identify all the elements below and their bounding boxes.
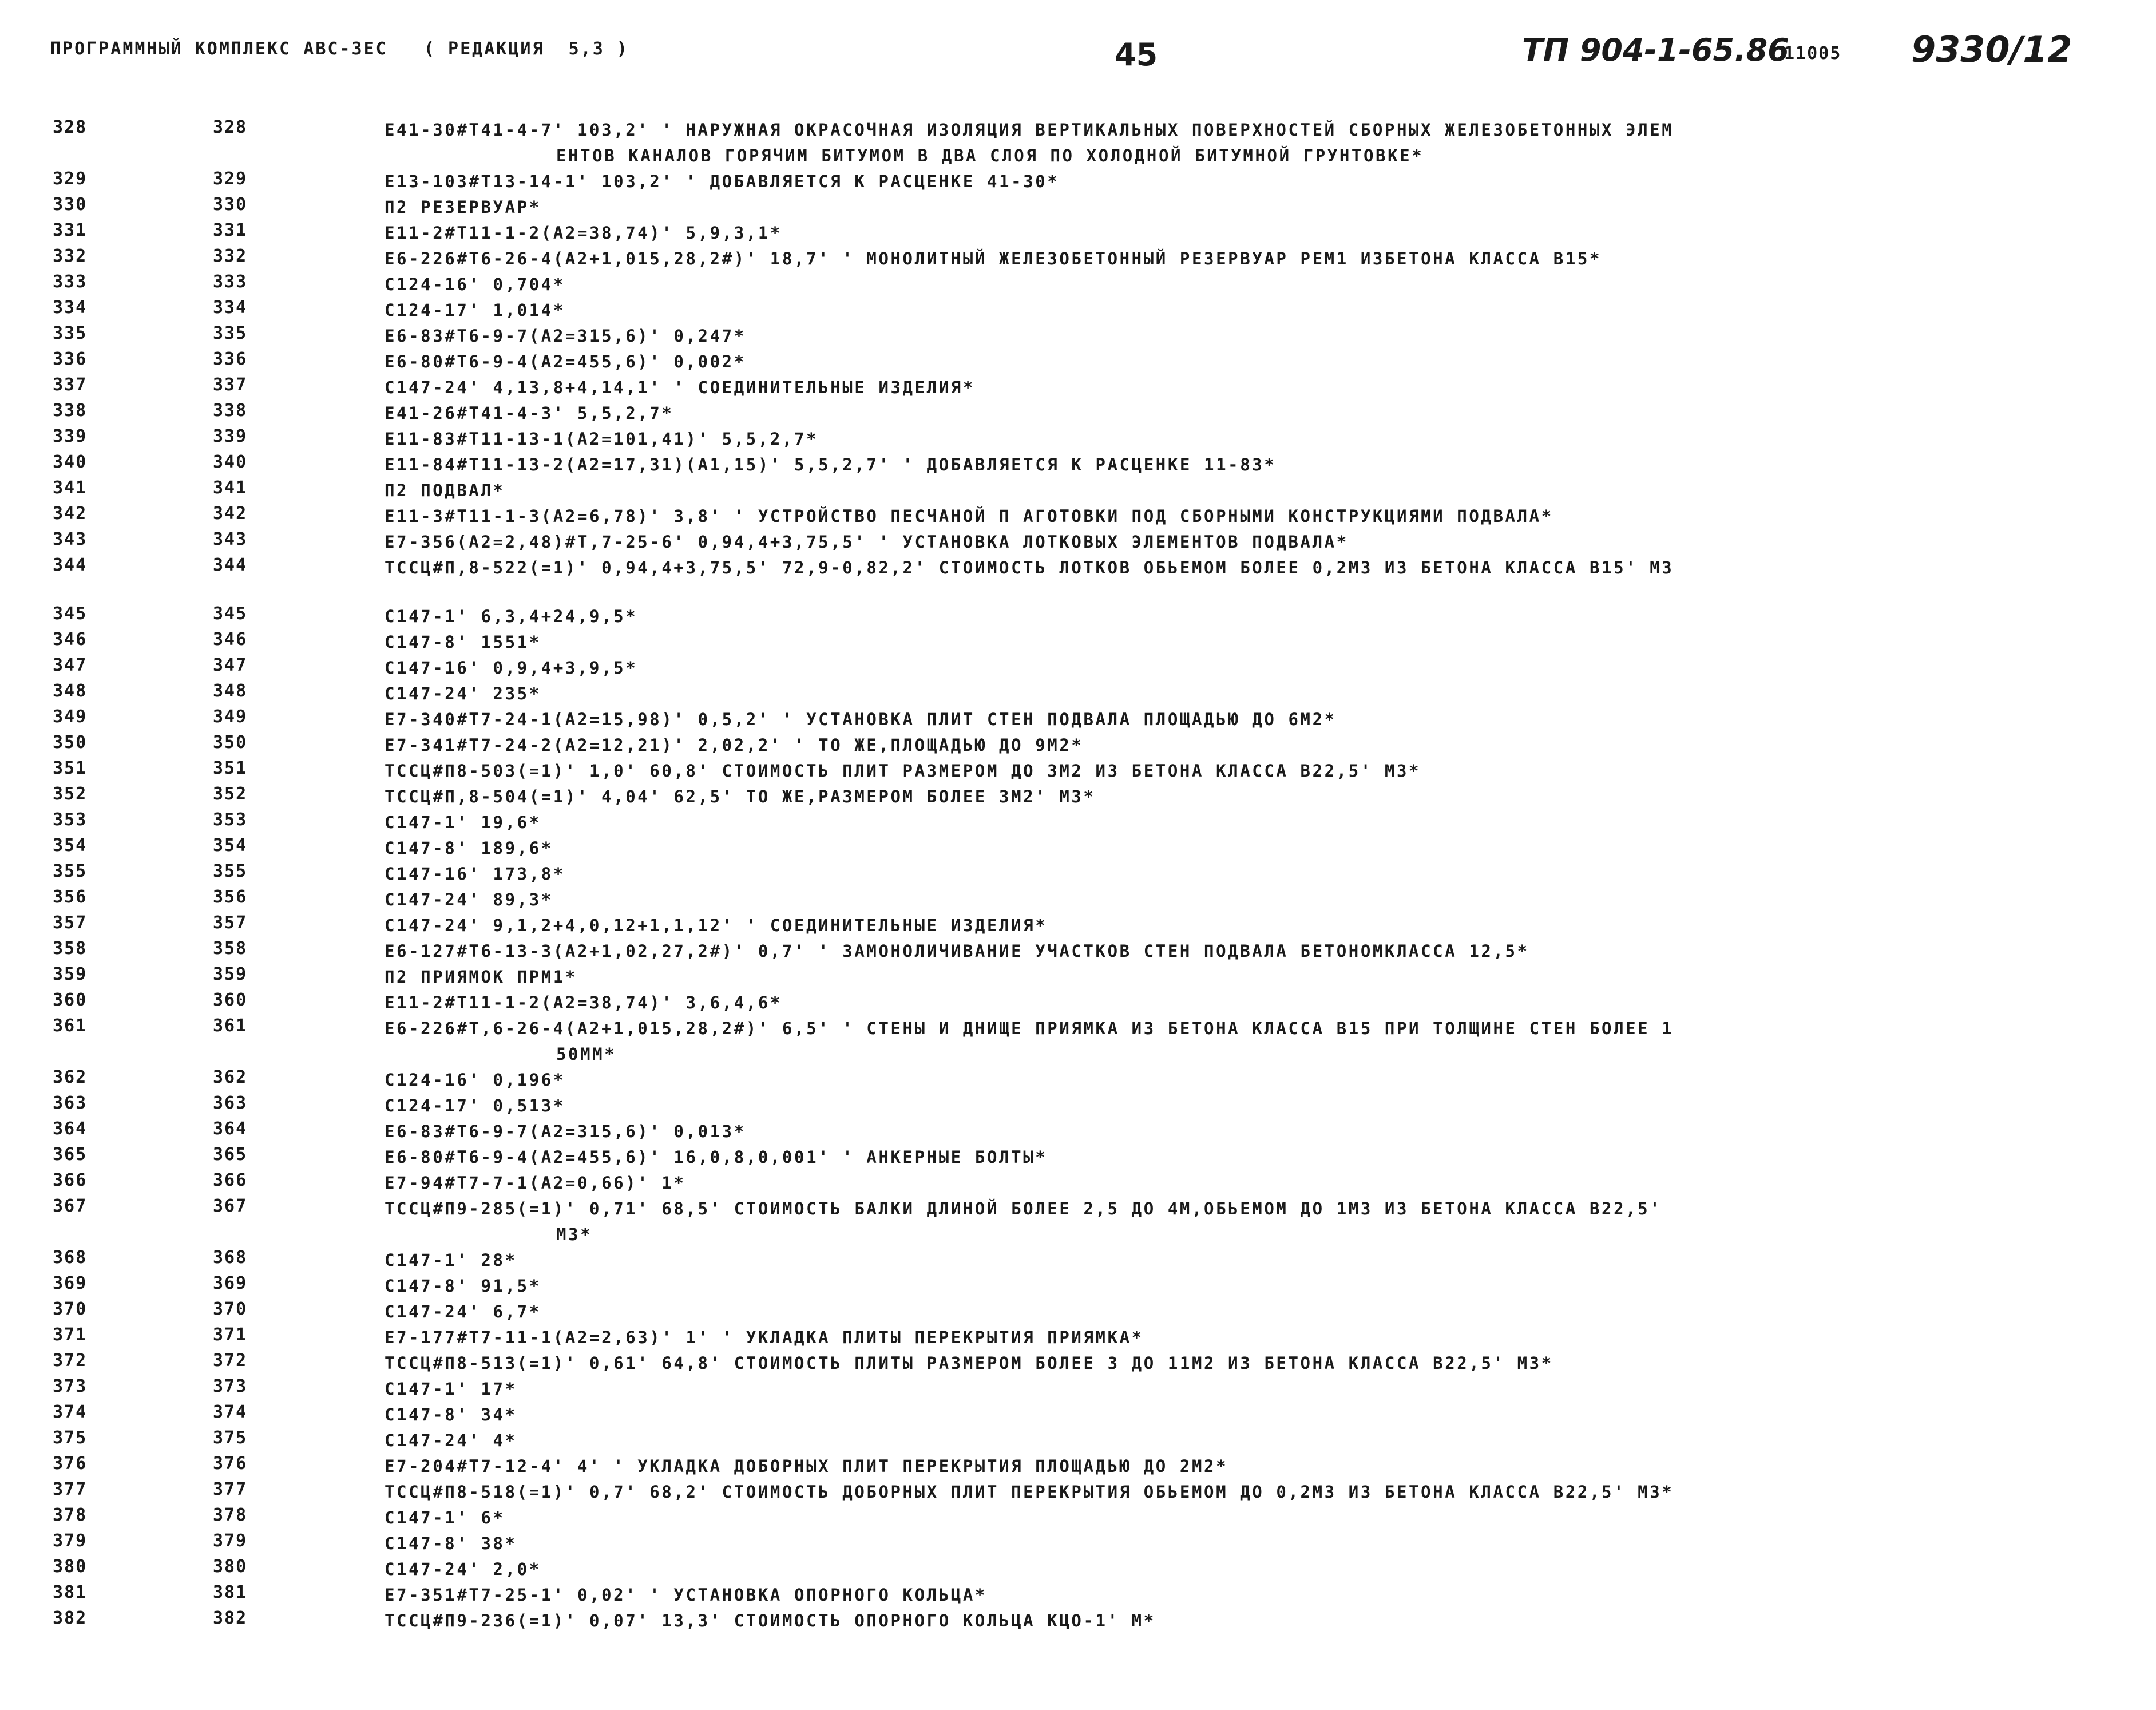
statement-line: Е6-226#Т,6-26-4(А2+1,015,28,2#)' 6,5' ' СТЕНЫ И ДНИЩЕ ПРИЯМКА ИЗ БЕТОНА КЛАССА В15 ПРИ ТОЛЩИНЕ СТЕН БОЛЕЕ 1	[385, 1019, 1674, 1038]
statement-text	[385, 478, 2135, 504]
source-line-number: 343	[213, 529, 248, 549]
statement-text	[385, 784, 2135, 810]
source-line-number: 366	[213, 1170, 248, 1190]
statement-text	[385, 1325, 2135, 1351]
statement-line: С147-24' 9,1,2+4,0,12+1,1,12' ' СОЕДИНИТЕЛЬНЫЕ ИЗДЕЛИЯ*	[385, 916, 1048, 935]
listing-rows	[0, 117, 2156, 1634]
statement-text	[385, 298, 2135, 323]
listing-row	[0, 1582, 2156, 1608]
line-number: 337	[53, 375, 88, 395]
source-line-number: 356	[213, 887, 248, 907]
statement-text	[385, 1067, 2135, 1093]
line-number: 344	[53, 555, 88, 575]
line-number: 379	[53, 1531, 88, 1551]
listing-row	[0, 1273, 2156, 1299]
listing-row	[0, 1196, 2156, 1248]
statement-text	[385, 220, 2135, 246]
listing-row	[0, 246, 2156, 272]
listing-row	[0, 784, 2156, 810]
statement-line: ТССЦ#П,8-522(=1)' 0,94,4+3,75,5' 72,9-0,82,2' СТОИМОСТЬ ЛОТКОВ ОБЬЕМОМ БОЛЕЕ 0,2М3 ИЗ БЕТОНА КЛАССА В15' М3	[385, 558, 1674, 577]
statement-text	[385, 655, 2135, 681]
line-number: 333	[53, 272, 88, 292]
source-line-number: 350	[213, 733, 248, 753]
statement-line: ТССЦ#П9-236(=1)' 0,07' 13,3' СТОИМОСТЬ ОПОРНОГО КОЛЬЦА КЦО-1' М*	[385, 1611, 1156, 1630]
source-line-number: 362	[213, 1067, 248, 1087]
statement-text	[385, 504, 2135, 529]
statement-line: Е11-84#Т11-13-2(А2=17,31)(А1,15)' 5,5,2,7' ' ДОБАВЛЯЕТСЯ К РАСЦЕНКЕ 11-83*	[385, 455, 1277, 474]
source-line-number: 364	[213, 1119, 248, 1139]
listing-row	[0, 478, 2156, 504]
statement-line: ТССЦ#П8-503(=1)' 1,0' 60,8' СТОИМОСТЬ ПЛИТ РАЗМЕРОМ ДО 3М2 ИЗ БЕТОНА КЛАССА В22,5' М3*	[385, 761, 1421, 781]
statement-text	[385, 195, 2135, 220]
line-number: 354	[53, 836, 88, 856]
statement-text	[385, 529, 2135, 555]
listing-row	[0, 1557, 2156, 1582]
listing-row	[0, 836, 2156, 861]
line-number: 368	[53, 1248, 88, 1268]
listing-row	[0, 887, 2156, 913]
statement-line: С147-1' 19,6*	[385, 813, 541, 832]
line-number: 375	[53, 1428, 88, 1448]
statement-text	[385, 758, 2135, 784]
statement-line: Е6-226#Т6-26-4(А2+1,015,28,2#)' 18,7' ' МОНОЛИТНЫЙ ЖЕЛЕЗОБЕТОННЫЙ РЕЗЕРВУАР РЕМ1 ИЗБЕТОНА КЛАССА В15*	[385, 249, 1602, 268]
source-line-number: 347	[213, 655, 248, 675]
statement-line: С147-24' 4*	[385, 1431, 517, 1450]
statement-text	[385, 630, 2135, 655]
statement-line: С147-8' 1551*	[385, 632, 541, 652]
source-line-number: 381	[213, 1582, 248, 1602]
line-number: 351	[53, 758, 88, 778]
statement-line: С147-24' 4,13,8+4,14,1' ' СОЕДИНИТЕЛЬНЫЕ ИЗДЕЛИЯ*	[385, 378, 975, 397]
statement-continuation: 50ММ*	[556, 1044, 617, 1064]
line-number: 353	[53, 810, 88, 830]
program-header: ПРОГРАММНЫЙ КОМПЛЕКС АВС-ЗЕС ( РЕДАКЦИЯ 5,3 )	[50, 39, 629, 59]
source-line-number: 371	[213, 1325, 248, 1345]
line-number: 342	[53, 504, 88, 524]
statement-line: Е6-83#Т6-9-7(А2=315,6)' 0,247*	[385, 326, 746, 346]
statement-text	[385, 1016, 2135, 1067]
statement-text	[385, 1557, 2135, 1582]
source-line-number: 329	[213, 169, 248, 189]
line-number: 363	[53, 1093, 88, 1113]
statement-text	[385, 1093, 2135, 1119]
listing-row	[0, 1145, 2156, 1170]
statement-line: ТССЦ#П,8-504(=1)' 4,04' 62,5' ТО ЖЕ,РАЗМЕРОМ БОЛЕЕ 3М2' М3*	[385, 787, 1096, 806]
statement-text	[385, 1582, 2135, 1608]
statement-text	[385, 1145, 2135, 1170]
listing-row	[0, 504, 2156, 529]
line-number: 376	[53, 1454, 88, 1474]
listing-row	[0, 1428, 2156, 1454]
statement-text	[385, 1479, 2135, 1505]
line-number: 343	[53, 529, 88, 549]
statement-text	[385, 452, 2135, 478]
listing-row	[0, 1608, 2156, 1634]
line-number: 364	[53, 1119, 88, 1139]
source-line-number: 353	[213, 810, 248, 830]
statement-line: С124-16' 0,196*	[385, 1070, 565, 1090]
source-line-number: 339	[213, 426, 248, 446]
listing-row	[0, 733, 2156, 758]
listing-row	[0, 117, 2156, 169]
listing-row	[0, 1170, 2156, 1196]
statement-line: П2 ПРИЯМОК ПРМ1*	[385, 967, 577, 987]
line-number: 341	[53, 478, 88, 498]
line-number: 349	[53, 707, 88, 727]
source-line-number: 365	[213, 1145, 248, 1165]
source-line-number: 373	[213, 1376, 248, 1396]
statement-text	[385, 1299, 2135, 1325]
statement-line: Е11-2#Т11-1-2(А2=38,74)' 5,9,3,1*	[385, 223, 782, 243]
statement-line: С147-24' 6,7*	[385, 1302, 541, 1321]
statement-text	[385, 733, 2135, 758]
statement-line: С147-24' 2,0*	[385, 1559, 541, 1579]
statement-text	[385, 1428, 2135, 1454]
source-line-number: 351	[213, 758, 248, 778]
listing-row	[0, 272, 2156, 298]
handwritten-stamp: 9330/12	[1911, 29, 2072, 70]
statement-text	[385, 1608, 2135, 1634]
listing-row	[0, 1454, 2156, 1479]
statement-text	[385, 401, 2135, 426]
source-line-number: 367	[213, 1196, 248, 1216]
listing-row	[0, 1016, 2156, 1067]
listing-row	[0, 529, 2156, 555]
line-number: 378	[53, 1505, 88, 1525]
line-number: 338	[53, 401, 88, 421]
listing-row	[0, 758, 2156, 784]
line-number: 359	[53, 964, 88, 984]
statement-text	[385, 1119, 2135, 1145]
statement-line: Е6-80#Т6-9-4(А2=455,6)' 16,0,8,0,001' ' АНКЕРНЫЕ БОЛТЫ*	[385, 1147, 1048, 1167]
statement-text	[385, 1248, 2135, 1273]
source-line-number: 332	[213, 246, 248, 266]
statement-line: С147-16' 0,9,4+3,9,5*	[385, 658, 638, 678]
statement-line: С124-17' 0,513*	[385, 1096, 565, 1115]
statement-text	[385, 681, 2135, 707]
statement-text	[385, 836, 2135, 861]
source-line-number: 340	[213, 452, 248, 472]
listing-row	[0, 913, 2156, 939]
line-number: 355	[53, 861, 88, 881]
listing-row	[0, 990, 2156, 1016]
source-line-number: 358	[213, 939, 248, 959]
listing-row	[0, 1402, 2156, 1428]
statement-line: Е7-351#Т7-25-1' 0,02' ' УСТАНОВКА ОПОРНОГО КОЛЬЦА*	[385, 1585, 987, 1605]
source-line-number: 331	[213, 220, 248, 240]
statement-line: Е11-3#Т11-1-3(А2=6,78)' 3,8' ' УСТРОЙСТВО ПЕСЧАНОЙ П АГОТОВКИ ПОД СБОРНЫМИ КОНСТРУКЦИЯМИ ПОДВАЛА*	[385, 506, 1553, 526]
source-line-number: 380	[213, 1557, 248, 1577]
statement-text	[385, 1531, 2135, 1557]
statement-text	[385, 964, 2135, 990]
statement-line: С124-17' 1,014*	[385, 300, 565, 320]
listing-row	[0, 964, 2156, 990]
listing-row	[0, 426, 2156, 452]
source-line-number: 335	[213, 323, 248, 343]
statement-text	[385, 349, 2135, 375]
listing-row	[0, 220, 2156, 246]
statement-line: С124-16' 0,704*	[385, 275, 565, 294]
statement-text	[385, 1402, 2135, 1428]
line-number: 356	[53, 887, 88, 907]
statement-text	[385, 169, 2135, 195]
listing-row	[0, 323, 2156, 349]
statement-text	[385, 1196, 2135, 1248]
source-line-number: 376	[213, 1454, 248, 1474]
statement-line: С147-8' 38*	[385, 1534, 517, 1553]
line-number: 374	[53, 1402, 88, 1422]
statement-line: Е6-83#Т6-9-7(А2=315,6)' 0,013*	[385, 1122, 746, 1141]
listing-row	[0, 655, 2156, 681]
statement-text	[385, 810, 2135, 836]
source-line-number: 357	[213, 913, 248, 933]
statement-line: Е13-103#Т13-14-1' 103,2' ' ДОБАВЛЯЕТСЯ К РАСЦЕНКЕ 41-30*	[385, 172, 1060, 191]
source-line-number: 352	[213, 784, 248, 804]
statement-text	[385, 1273, 2135, 1299]
statement-text	[385, 375, 2135, 401]
listing-row	[0, 810, 2156, 836]
statement-line: С147-1' 17*	[385, 1379, 517, 1399]
statement-text	[385, 426, 2135, 452]
statement-text	[385, 990, 2135, 1016]
line-number: 367	[53, 1196, 88, 1216]
listing-row	[0, 861, 2156, 887]
source-line-number: 348	[213, 681, 248, 701]
statement-line: Е7-356(А2=2,48)#Т,7-25-6' 0,94,4+3,75,5' ' УСТАНОВКА ЛОТКОВЫХ ЭЛЕМЕНТОВ ПОДВАЛА*	[385, 532, 1349, 552]
line-number: 360	[53, 990, 88, 1010]
source-line-number: 349	[213, 707, 248, 727]
statement-text	[385, 1376, 2135, 1402]
source-line-number: 370	[213, 1299, 248, 1319]
listing-row	[0, 349, 2156, 375]
statement-line: С147-1' 28*	[385, 1250, 517, 1270]
line-number: 380	[53, 1557, 88, 1577]
statement-text	[385, 887, 2135, 913]
source-line-number: 354	[213, 836, 248, 856]
page-number: 45	[1115, 37, 1158, 73]
line-number: 340	[53, 452, 88, 472]
source-line-number: 330	[213, 195, 248, 215]
statement-line: ТССЦ#П8-513(=1)' 0,61' 64,8' СТОИМОСТЬ ПЛИТЫ РАЗМЕРОМ БОЛЕЕ 3 ДО 11М2 ИЗ БЕТОНА КЛАССА В22,5' М3*	[385, 1353, 1553, 1373]
source-line-number: 377	[213, 1479, 248, 1499]
source-line-number: 341	[213, 478, 248, 498]
statement-line: ТССЦ#П8-518(=1)' 0,7' 68,2' СТОИМОСТЬ ДОБОРНЫХ ПЛИТ ПЕРЕКРЫТИЯ ОБЬЕМОМ ДО 0,2М3 ИЗ БЕТОНА КЛАССА В22,5' М3*	[385, 1482, 1674, 1502]
source-line-number: 374	[213, 1402, 248, 1422]
line-number: 371	[53, 1325, 88, 1345]
line-number: 361	[53, 1016, 88, 1036]
line-number: 346	[53, 630, 88, 650]
source-line-number: 363	[213, 1093, 248, 1113]
source-line-number: 360	[213, 990, 248, 1010]
line-number: 366	[53, 1170, 88, 1190]
line-number: 347	[53, 655, 88, 675]
listing-row	[0, 1351, 2156, 1376]
listing-row	[0, 1093, 2156, 1119]
document-code-suffix: 11005	[1784, 43, 1842, 64]
source-line-number: 372	[213, 1351, 248, 1371]
statement-line: Е7-340#Т7-24-1(А2=15,98)' 0,5,2' ' УСТАНОВКА ПЛИТ СТЕН ПОДВАЛА ПЛОЩАДЬЮ ДО 6М2*	[385, 710, 1337, 729]
listing-row	[0, 1505, 2156, 1531]
statement-line: С147-1' 6,3,4+24,9,5*	[385, 607, 638, 626]
statement-text	[385, 246, 2135, 272]
listing-row	[0, 298, 2156, 323]
listing-row	[0, 604, 2156, 630]
source-line-number: 368	[213, 1248, 248, 1268]
source-line-number: 379	[213, 1531, 248, 1551]
listing-row	[0, 630, 2156, 655]
statement-text	[385, 1351, 2135, 1376]
source-line-number: 345	[213, 604, 248, 624]
statement-line: С147-1' 6*	[385, 1508, 505, 1527]
statement-text	[385, 272, 2135, 298]
listing-row	[0, 195, 2156, 220]
listing-row	[0, 1479, 2156, 1505]
statement-text	[385, 1505, 2135, 1531]
source-line-number: 375	[213, 1428, 248, 1448]
line-number: 382	[53, 1608, 88, 1628]
statement-line: С147-8' 91,5*	[385, 1276, 541, 1296]
statement-text	[385, 707, 2135, 733]
source-line-number: 361	[213, 1016, 248, 1036]
listing-row	[0, 1248, 2156, 1273]
source-line-number: 342	[213, 504, 248, 524]
line-number: 348	[53, 681, 88, 701]
statement-text	[385, 1454, 2135, 1479]
statement-line: Е41-26#Т41-4-3' 5,5,2,7*	[385, 403, 674, 423]
statement-line: С147-24' 235*	[385, 684, 541, 703]
line-number: 335	[53, 323, 88, 343]
source-line-number: 359	[213, 964, 248, 984]
line-number: 373	[53, 1376, 88, 1396]
line-number: 370	[53, 1299, 88, 1319]
statement-text	[385, 604, 2135, 630]
source-line-number: 378	[213, 1505, 248, 1525]
line-number: 330	[53, 195, 88, 215]
statement-text	[385, 555, 2135, 581]
listing-row	[0, 375, 2156, 401]
listing-row	[0, 401, 2156, 426]
listing-row	[0, 452, 2156, 478]
line-number: 381	[53, 1582, 88, 1602]
listing-row	[0, 555, 2156, 581]
statement-text	[385, 117, 2135, 169]
statement-line: Е6-127#Т6-13-3(А2+1,02,27,2#)' 0,7' ' ЗАМОНОЛИЧИВАНИЕ УЧАСТКОВ СТЕН ПОДВАЛА БЕТОНОМКЛАССА 12,5*	[385, 941, 1529, 961]
line-number: 352	[53, 784, 88, 804]
statement-line: ТССЦ#П9-285(=1)' 0,71' 68,5' СТОИМОСТЬ БАЛКИ ДЛИНОЙ БОЛЕЕ 2,5 ДО 4М,ОБЬЕМОМ ДО 1М3 ИЗ БЕТОНА КЛАССА В22,5'	[385, 1199, 1662, 1218]
statement-line: Е7-204#Т7-12-4' 4' ' УКЛАДКА ДОБОРНЫХ ПЛИТ ПЕРЕКРЫТИЯ ПЛОЩАДЬЮ ДО 2М2*	[385, 1456, 1228, 1476]
listing-row	[0, 1119, 2156, 1145]
statement-line: П2 ПОДВАЛ*	[385, 481, 505, 500]
statement-line: С147-8' 189,6*	[385, 838, 553, 858]
source-line-number: 337	[213, 375, 248, 395]
line-number: 339	[53, 426, 88, 446]
statement-line: Е7-341#Т7-24-2(А2=12,21)' 2,02,2' ' ТО ЖЕ,ПЛОЩАДЬЮ ДО 9М2*	[385, 735, 1084, 755]
listing-row	[0, 1325, 2156, 1351]
statement-line: П2 РЕЗЕРВУАР*	[385, 197, 541, 217]
listing-row	[0, 707, 2156, 733]
line-number: 365	[53, 1145, 88, 1165]
listing-row	[0, 1067, 2156, 1093]
source-line-number: 346	[213, 630, 248, 650]
statement-line: Е11-83#Т11-13-1(А2=101,41)' 5,5,2,7*	[385, 429, 819, 449]
listing-row	[0, 1376, 2156, 1402]
statement-text	[385, 323, 2135, 349]
source-line-number: 344	[213, 555, 248, 575]
listing-row	[0, 169, 2156, 195]
line-number: 372	[53, 1351, 88, 1371]
statement-line: Е41-30#Т41-4-7' 103,2' ' НАРУЖНАЯ ОКРАСОЧНАЯ ИЗОЛЯЦИЯ ВЕРТИКАЛЬНЫХ ПОВЕРХНОСТЕЙ СБОРНЫХ ЖЕЛЕЗОБЕТОННЫХ ЭЛЕМ	[385, 120, 1674, 140]
listing-row	[0, 939, 2156, 964]
line-number: 328	[53, 117, 88, 137]
source-line-number: 382	[213, 1608, 248, 1628]
statement-line: Е11-2#Т11-1-2(А2=38,74)' 3,6,4,6*	[385, 993, 782, 1012]
line-number: 357	[53, 913, 88, 933]
line-number: 350	[53, 733, 88, 753]
source-line-number: 355	[213, 861, 248, 881]
line-number: 334	[53, 298, 88, 318]
line-number: 345	[53, 604, 88, 624]
source-line-number: 333	[213, 272, 248, 292]
statement-text	[385, 913, 2135, 939]
source-line-number: 336	[213, 349, 248, 369]
statement-continuation: ЕНТОВ КАНАЛОВ ГОРЯЧИМ БИТУМОМ В ДВА СЛОЯ ПО ХОЛОДНОЙ БИТУМНОЙ ГРУНТОВКЕ*	[556, 146, 1424, 165]
listing-row	[0, 1531, 2156, 1557]
source-line-number: 328	[213, 117, 248, 137]
line-number: 331	[53, 220, 88, 240]
statement-line: Е7-94#Т7-7-1(А2=0,66)' 1*	[385, 1173, 686, 1193]
source-line-number: 369	[213, 1273, 248, 1293]
listing-row	[0, 681, 2156, 707]
source-line-number: 338	[213, 401, 248, 421]
document-code: ТП 904-1-65.86	[1522, 32, 1789, 68]
statement-line: Е6-80#Т6-9-4(А2=455,6)' 0,002*	[385, 352, 746, 371]
statement-continuation: М3*	[556, 1225, 593, 1244]
statement-text	[385, 861, 2135, 887]
line-number: 358	[53, 939, 88, 959]
statement-text	[385, 1170, 2135, 1196]
listing-row	[0, 1299, 2156, 1325]
line-number: 336	[53, 349, 88, 369]
line-number: 377	[53, 1479, 88, 1499]
line-number: 362	[53, 1067, 88, 1087]
source-line-number: 334	[213, 298, 248, 318]
statement-line: С147-24' 89,3*	[385, 890, 553, 909]
line-number: 332	[53, 246, 88, 266]
statement-line: Е7-177#Т7-11-1(А2=2,63)' 1' ' УКЛАДКА ПЛИТЫ ПЕРЕКРЫТИЯ ПРИЯМКА*	[385, 1328, 1144, 1347]
statement-line: С147-8' 34*	[385, 1405, 517, 1424]
statement-line: С147-16' 173,8*	[385, 864, 565, 884]
line-number: 329	[53, 169, 88, 189]
line-number: 369	[53, 1273, 88, 1293]
statement-text	[385, 939, 2135, 964]
